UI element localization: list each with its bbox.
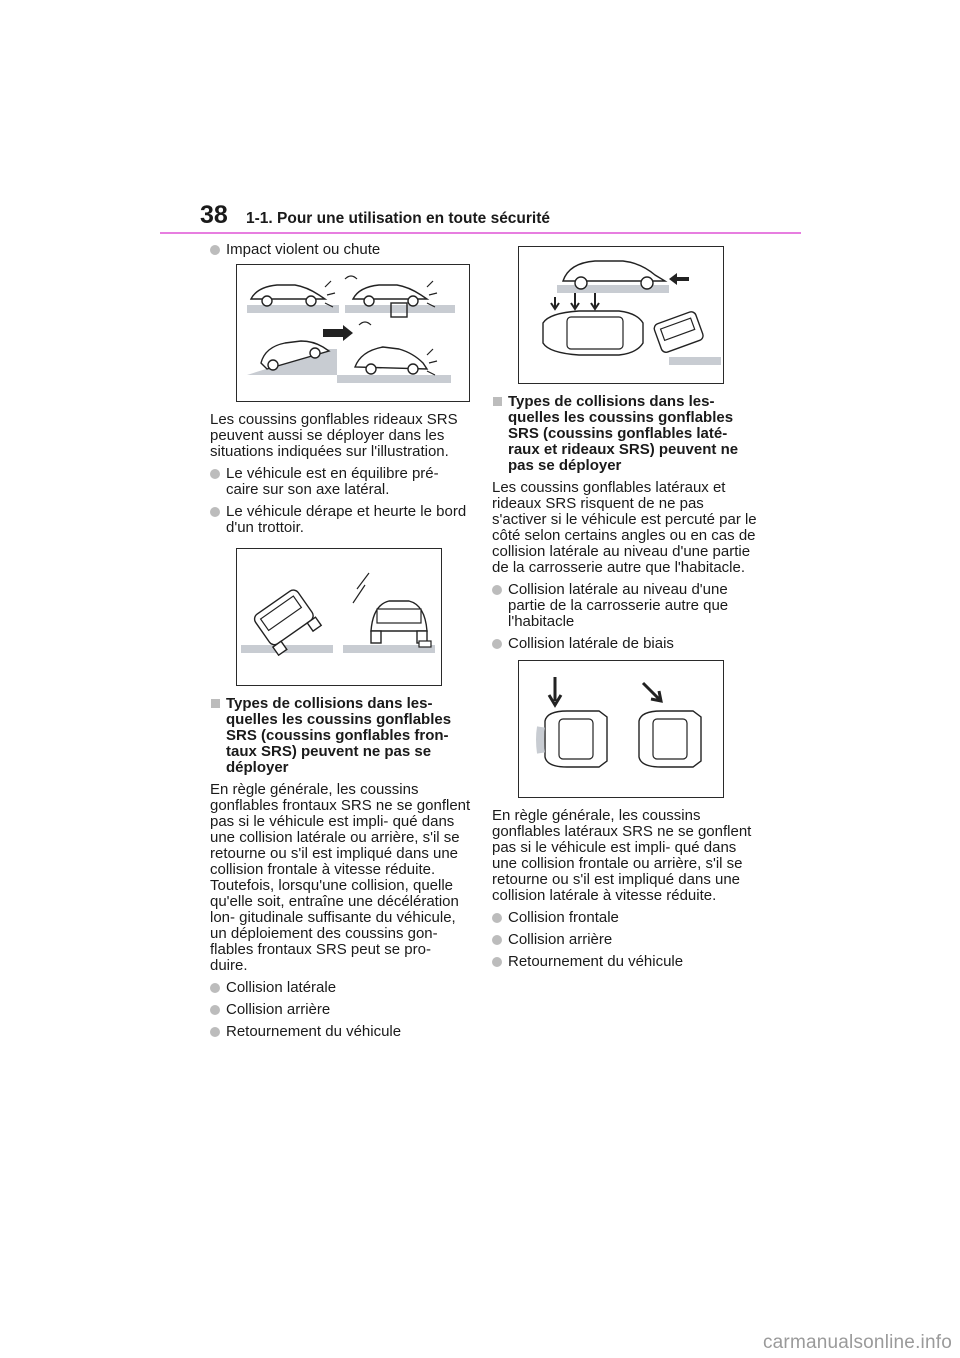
watermark: carmanualsonline.info bbox=[762, 1332, 952, 1353]
bullet-icon bbox=[210, 507, 220, 517]
page-number: 38 bbox=[200, 201, 228, 229]
side-airbag-paragraph: Les coussins gonflables latéraux et rideaux SRS risquent de ne pas s'activer si le véhicule est percuté par le côté selon certains angles ou en cas de collision latérale au niveau d'une partie de la carrosserie autre que l'habitacle. bbox=[492, 479, 757, 576]
list-item: Le véhicule est en équilibre pré- caire sur son axe latéral. bbox=[210, 466, 472, 498]
side-collisions-drawing bbox=[519, 661, 723, 797]
bullet-icon bbox=[210, 469, 220, 479]
list-item: Collision frontale bbox=[492, 910, 758, 926]
bullet-icon bbox=[492, 639, 502, 649]
bullet-icon bbox=[492, 935, 502, 945]
list-item: Collision latérale au niveau d'une partie de la carrosserie autre que l'habitacle bbox=[492, 582, 758, 630]
illustration-tilt-curb bbox=[236, 548, 442, 686]
section-title: 1-1. Pour une utilisation en toute sécurité bbox=[246, 210, 551, 227]
section-heading-frontal: Types de collisions dans les- quelles les coussins gonflables SRS (coussins gonflables fron- taux SRS) peuvent ne pas se déployer bbox=[210, 696, 472, 776]
illustration-impact-fall bbox=[236, 264, 470, 402]
bullet-icon bbox=[492, 585, 502, 595]
bullet-icon bbox=[210, 1005, 220, 1015]
tilt-curb-drawing bbox=[237, 549, 441, 685]
lateral-airbag-paragraph: En règle générale, les coussins gonflables latéraux SRS ne se gonflent pas si le véhicule est impli- qué dans une collision frontale ou arrière, s'il se retourne ou s'il est impliqué dans une collision latérale à vitesse réduite. bbox=[492, 807, 752, 904]
bullet-icon bbox=[210, 245, 220, 255]
bullet-icon bbox=[210, 983, 220, 993]
illustration-rear-top-rollover bbox=[518, 246, 724, 384]
rear-top-rollover-drawing bbox=[519, 247, 723, 383]
curtain-airbag-paragraph: Les coussins gonflables rideaux SRS peuvent aussi se déployer dans les situations indiquées sur l'illustration. bbox=[210, 411, 458, 460]
list-item: Le véhicule dérape et heurte le bord d'un trottoir. bbox=[210, 504, 472, 536]
frontal-airbag-paragraph: En règle générale, les coussins gonflables frontaux SRS ne se gonflent pas si le véhicule est impli- qué dans une collision latérale ou arrière, s'il se retourne ou s'il est impliqué dans une collision frontale à vitesse réduite. Toutefois, lorsqu'une collision, quelle qu'elle soit, entraîne une décélération lon- gitudinale suffisante du véhicule, un déploiement des coussins gon- flables frontaux SRS peut se pro- duire. bbox=[210, 781, 471, 974]
list-item: Impact violent ou chute bbox=[210, 242, 472, 258]
illustration-side-collisions bbox=[518, 660, 724, 798]
square-bullet-icon bbox=[211, 699, 220, 708]
list-item: Retournement du véhicule bbox=[210, 1024, 472, 1040]
impact-fall-drawing bbox=[237, 265, 469, 401]
square-bullet-icon bbox=[493, 397, 502, 406]
bullet-icon bbox=[210, 1027, 220, 1037]
section-heading-side: Types de collisions dans les- quelles les coussins gonflables SRS (coussins gonflables laté- raux et rideaux SRS) peuvent ne pas se déployer bbox=[492, 394, 758, 474]
list-item: Collision arrière bbox=[210, 1002, 472, 1018]
right-column bbox=[492, 246, 758, 976]
bullet-icon bbox=[492, 957, 502, 967]
list-item: Collision arrière bbox=[492, 932, 758, 948]
header-divider bbox=[160, 232, 801, 234]
list-item: Collision latérale bbox=[210, 980, 472, 996]
list-item: Collision latérale de biais bbox=[492, 636, 758, 652]
bullet-icon bbox=[492, 913, 502, 923]
left-column bbox=[210, 242, 472, 1046]
list-item: Retournement du véhicule bbox=[492, 954, 758, 970]
